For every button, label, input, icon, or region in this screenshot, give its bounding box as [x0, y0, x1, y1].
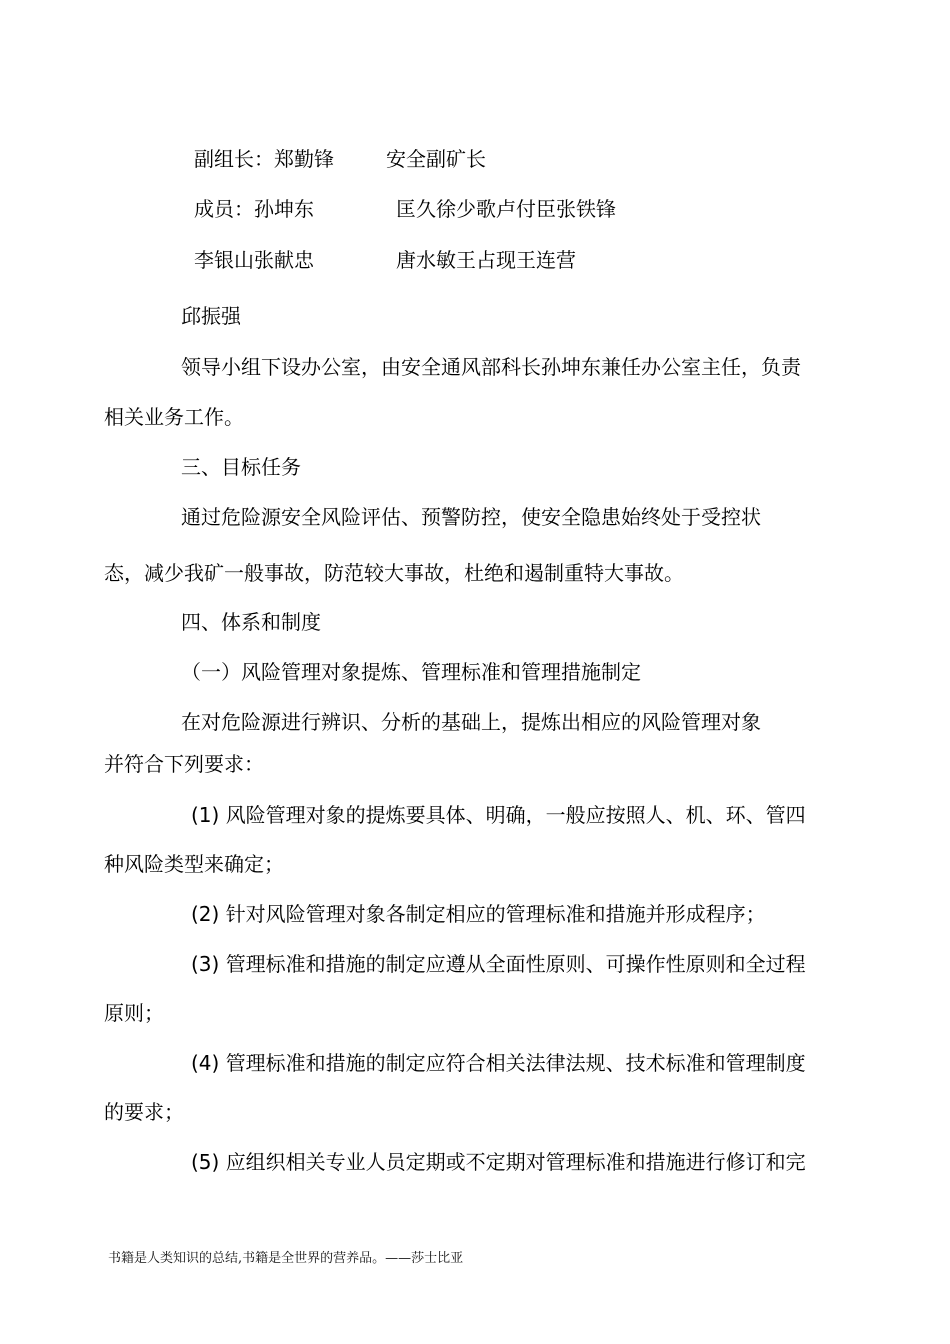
item-5-line-1: (5) 应组织相关专业人员定期或不定期对管理标准和措施进行修订和完: [191, 1150, 806, 1174]
office-line-1: 领导小组下设办公室，由安全通风部科长孙坤东兼任办公室主任，负责: [181, 355, 801, 379]
subsection-1-title: （一）风险管理对象提炼、管理标准和管理措施制定: [181, 660, 641, 684]
members-names-1: 匡久徐少歌卢付臣张铁锋: [396, 197, 616, 221]
members-names-2a: 李银山张献忠: [194, 248, 314, 272]
members-names-3: 邱振强: [181, 304, 241, 328]
item-1-line-1: (1) 风险管理对象的提炼要具体、明确，一般应按照人、机、环、管四: [191, 803, 806, 827]
intro-line-2: 并符合下列要求：: [104, 752, 264, 776]
item-4-line-2: 的要求；: [104, 1100, 184, 1124]
item-4-line-1: (4) 管理标准和措施的制定应符合相关法律法规、技术标准和管理制度: [191, 1051, 806, 1075]
section-4-title: 四、体系和制度: [181, 610, 321, 634]
item-3-line-2: 原则；: [104, 1001, 164, 1025]
members-names-2b: 唐水敏王占现王连营: [396, 248, 576, 272]
section-3-title: 三、目标任务: [181, 455, 301, 479]
footer-quote: 书籍是人类知识的总结,书籍是全世界的营养品。——莎士比亚: [108, 1251, 464, 1266]
item-2-line-1: (2) 针对风险管理对象各制定相应的管理标准和措施并形成程序；: [191, 902, 766, 926]
goal-line-2: 态，减少我矿一般事故，防范较大事故，杜绝和遏制重特大事故。: [104, 561, 684, 585]
item-3-line-1: (3) 管理标准和措施的制定应遵从全面性原则、可操作性原则和全过程: [191, 952, 806, 976]
item-1-line-2: 种风险类型来确定；: [104, 852, 284, 876]
vice-leader-label: 副组长：郑勤锋: [194, 147, 334, 171]
goal-line-1: 通过危险源安全风险评估、预警防控，使安全隐患始终处于受控状: [181, 505, 761, 529]
vice-leader-title: 安全副矿长: [386, 147, 486, 171]
office-line-2: 相关业务工作。: [104, 405, 244, 429]
members-label: 成员：孙坤东: [194, 197, 314, 221]
intro-line-1: 在对危险源进行辨识、分析的基础上，提炼出相应的风险管理对象: [181, 710, 761, 734]
